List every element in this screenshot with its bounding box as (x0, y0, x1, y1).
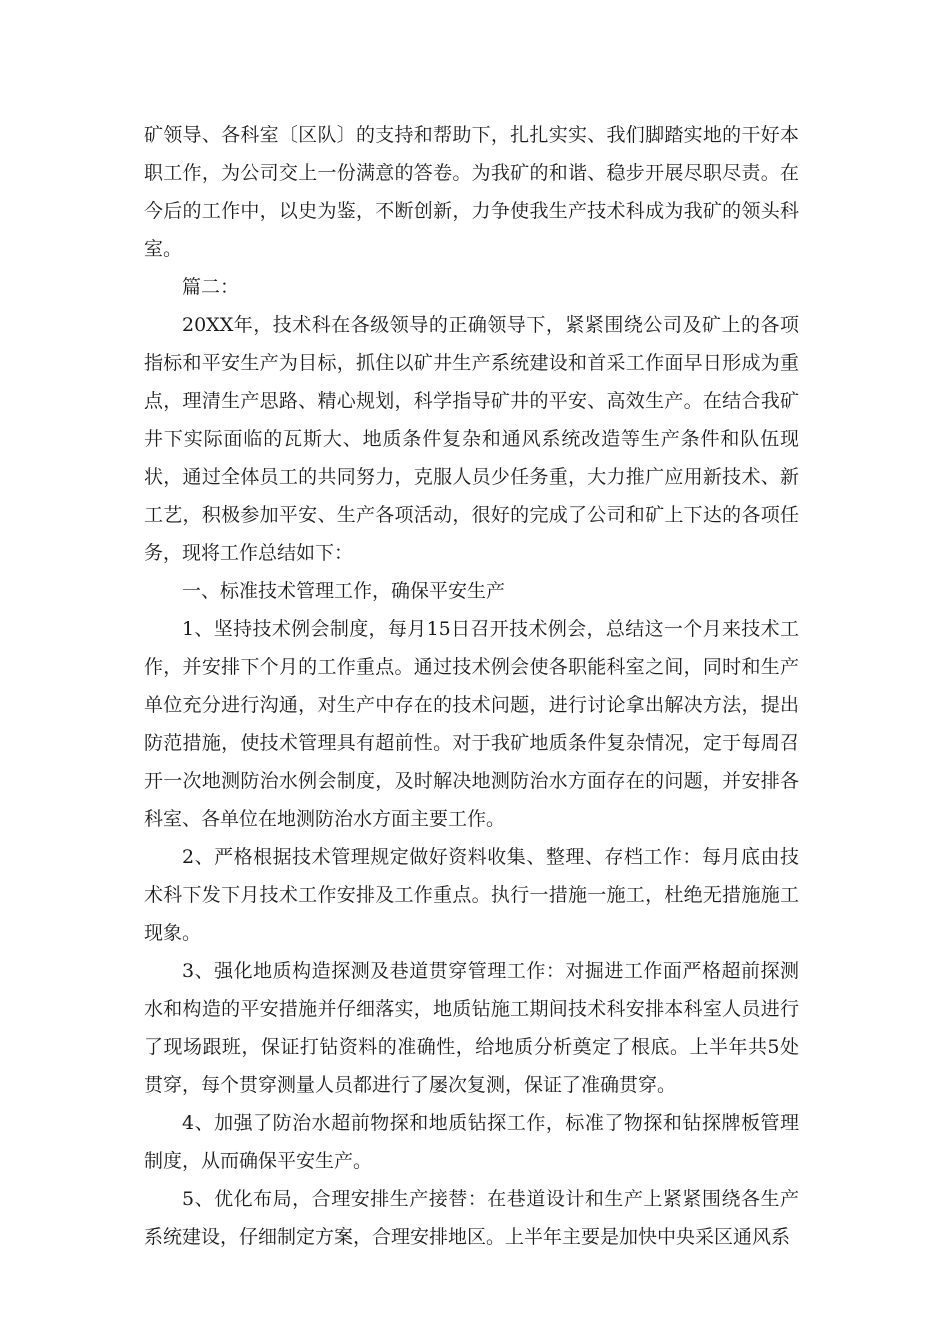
list-item-1: 1、坚持技术例会制度，每月15日召开技术例会，总结这一个月来技术工作，并安排下个月的工作重点。通过技术例会使各职能科室之间，同时和生产单位充分进行沟通，对生产中存在的技术问题，进行讨论拿出解决方法，提出防范措施，使技术管理具有超前性。对于我矿地质条件复杂情况，定于每周召开一次地测防治水例会制度，及时解决地测防治水方面存在的问题，并安排各科室、各单位在地测防治水方面主要工作。 (144, 618, 799, 830)
section-label-part-two: 篇二： (182, 276, 240, 298)
document-page (144, 116, 799, 1256)
list-item-3: 3、强化地质构造探测及巷道贯穿管理工作：对掘进工作面严格超前探测水和构造的平安措施并仔细落实，地质钻施工期间技术科安排本科室人员进行了现场跟班，保证打钻资料的准确性，给地质分析奠定了根底。上半年共5处贯穿，每个贯穿测量人员都进行了屡次复测，保证了准确贯穿。 (144, 960, 799, 1096)
list-item-2: 2、严格根据技术管理规定做好资料收集、整理、存档工作：每月底由技术科下发下月技术工作安排及工作重点。执行一措施一施工，杜绝无措施施工现象。 (144, 846, 799, 944)
list-item-4: 4、加强了防治水超前物探和地质钻探工作，标准了物探和钻探牌板管理制度，从而确保平安生产。 (144, 1112, 799, 1172)
paragraph-continuation: 矿领导、各科室〔区队〕的支持和帮助下，扎扎实实、我们脚踏实地的干好本职工作，为公司交上一份满意的答卷。为我矿的和谐、稳步开展尽职尽责。在今后的工作中，以史为鉴，不断创新，力争使我生产技术科成为我矿的领头科室。 (144, 124, 799, 260)
paragraph-intro: 20XX年，技术科在各级领导的正确领导下，紧紧围绕公司及矿上的各项指标和平安生产为目标，抓住以矿井生产系统建设和首采工作面早日形成为重点，理清生产思路、精心规划，科学指导矿井的平安、高效生产。在结合我矿井下实际面临的瓦斯大、地质条件复杂和通风系统改造等生产条件和队伍现状，通过全体员工的共同努力，克服人员少任务重，大力推广应用新技术、新工艺，积极参加平安、生产各项活动，很好的完成了公司和矿上下达的各项任务，现将工作总结如下： (144, 314, 799, 564)
list-item-5: 5、优化布局，合理安排生产接替：在巷道设计和生产上紧紧围绕各生产系统建设，仔细制定方案，合理安排地区。上半年主要是加快中央采区通风系 (144, 1188, 799, 1248)
section-heading-1: 一、标准技术管理工作，确保平安生产 (182, 580, 506, 602)
